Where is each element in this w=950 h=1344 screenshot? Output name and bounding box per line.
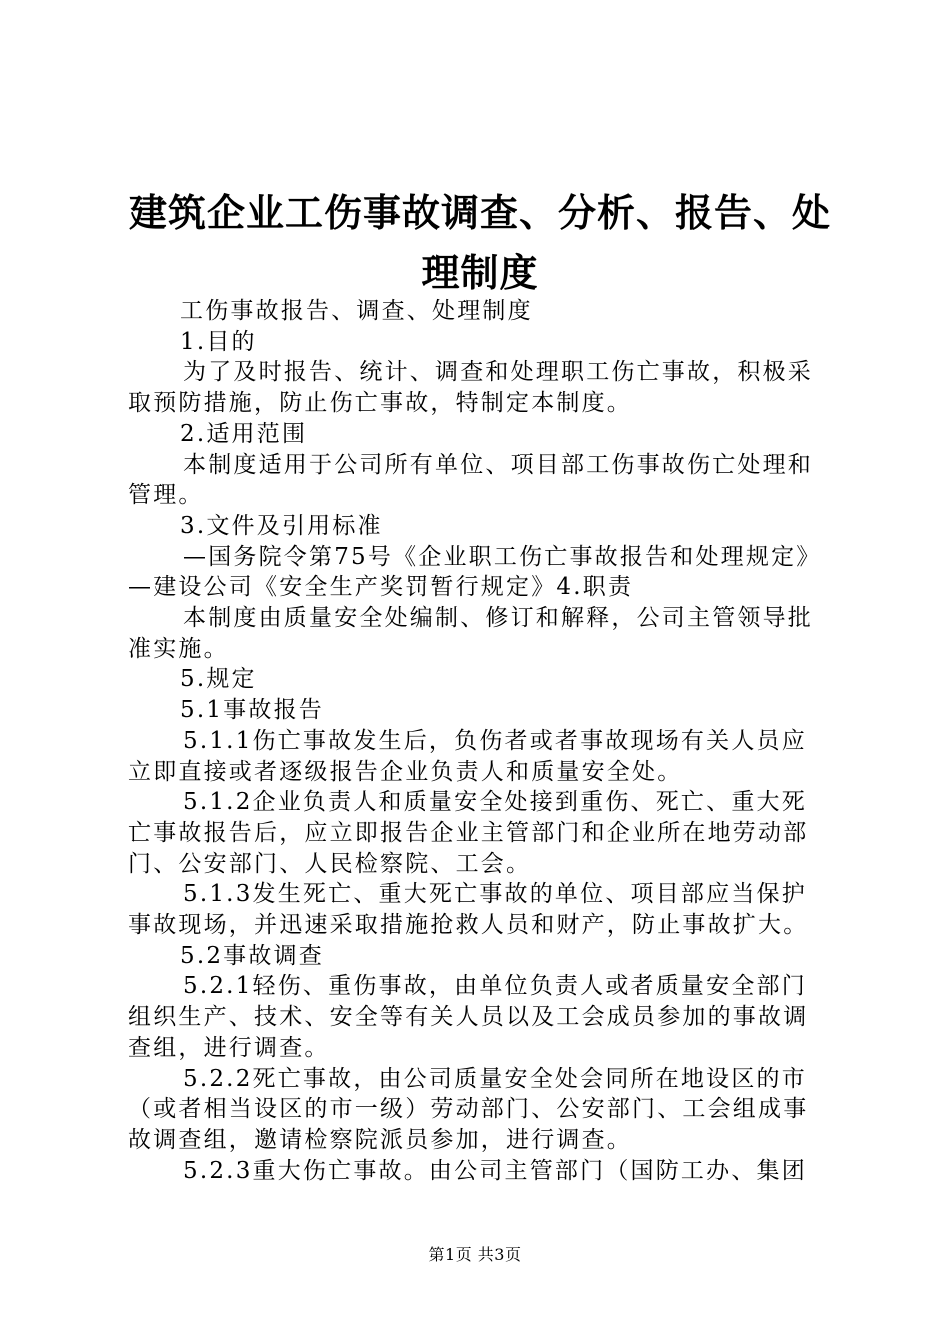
body-paragraph: —国务院令第75号《企业职工伤亡事故报告和处理规定》—建设公司《安全生产奖罚暂行规定》4.职责 [128, 543, 822, 601]
section-heading: 3.文件及引用标准 [180, 512, 383, 539]
section-heading: 5.1事故报告 [180, 697, 324, 724]
document-title: 建筑企业工伤事故调查、分析、报告、处理制度 [128, 190, 831, 295]
section-heading: 1.目的 [180, 328, 257, 355]
body-paragraph: 5.2.2死亡事故，由公司质量安全处会同所在地设区的市（或者相当设区的市一级）劳动部门、公安部门、工会组成事故调查组，邀请检察院派员参加，进行调查。 [128, 1065, 809, 1153]
body-paragraph: 5.1.3发生死亡、重大死亡事故的单位、项目部应当保护事故现场，并迅速采取措施抢救人员和财产，防止事故扩大。 [128, 881, 809, 939]
section-heading: 工伤事故报告、调查、处理制度 [180, 298, 533, 324]
section-heading: 5.2事故调查 [180, 942, 324, 969]
body-paragraph: 5.1.2企业负责人和质量安全处接到重伤、死亡、重大死亡事故报告后，应立即报告企业主管部门和企业所在地劳动部门、公安部门、人民检察院、工会。 [128, 789, 809, 877]
section-heading: 2.适用范围 [180, 420, 308, 447]
body-paragraph: 5.2.3重大伤亡事故。由公司主管部门（国防工办、集团 [183, 1157, 807, 1184]
document-body [128, 296, 832, 1186]
body-paragraph: 本制度适用于公司所有单位、项目部工伤事故伤亡处理和管理。 [128, 451, 813, 509]
page-footer: 第1页 共3页 [428, 1245, 522, 1264]
body-paragraph: 5.2.1轻伤、重伤事故，由单位负责人或者质量安全部门组织生产、技术、安全等有关人员以及工会成员参加的事故调查组，进行调查。 [128, 973, 809, 1061]
body-paragraph: 本制度由质量安全处编制、修订和解释，公司主管领导批准实施。 [128, 605, 813, 662]
body-paragraph: 为了及时报告、统计、调查和处理职工伤亡事故，积极采取预防措施，防止伤亡事故，特制定本制度。 [128, 359, 813, 417]
section-heading: 5.规定 [180, 666, 257, 693]
body-paragraph: 5.1.1伤亡事故发生后，负伤者或者事故现场有关人员应立即直接或者逐级报告企业负责人和质量安全处。 [128, 727, 807, 785]
